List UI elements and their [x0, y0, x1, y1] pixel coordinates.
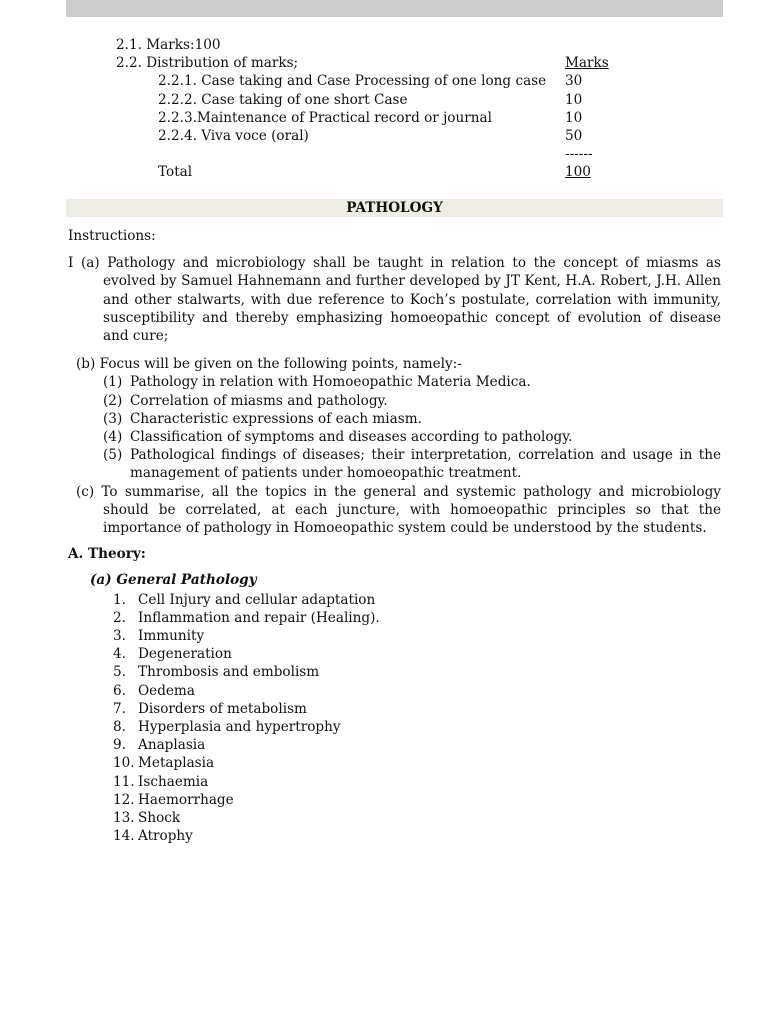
- topic-text: Disorders of metabolism: [138, 700, 307, 717]
- list-item: [68, 682, 721, 700]
- list-item: [68, 627, 721, 645]
- instructions-label: Instructions:: [68, 228, 156, 244]
- topic-number: 9.: [113, 737, 126, 754]
- list-item-number: (2): [103, 392, 123, 409]
- marks-row: [0, 72, 768, 90]
- total-marks-text: 2.1. Marks:100: [116, 37, 221, 53]
- theory-heading: A. Theory:: [68, 546, 146, 563]
- topic-text: Atrophy: [138, 828, 193, 845]
- marks-section: [0, 36, 768, 182]
- list-item-text: Pathological findings of diseases; their interpretation, correlation and usage in the management of patients under homoeopathic treatment.: [130, 447, 721, 482]
- topic-text: Metaplasia: [138, 755, 215, 772]
- list-item: [68, 663, 721, 681]
- list-item: [68, 809, 721, 827]
- topic-text: Immunity: [138, 628, 205, 645]
- topic-number: 12.: [113, 791, 135, 808]
- topic-text: Haemorrhage: [138, 791, 234, 808]
- list-item: [68, 609, 721, 627]
- list-item-number: (4): [103, 429, 123, 446]
- topic-text: Hyperplasia and hypertrophy: [138, 718, 341, 735]
- topic-number: 13.: [113, 809, 135, 826]
- total-value: 100: [565, 164, 591, 181]
- topic-number: 6.: [113, 682, 126, 699]
- section-title: PATHOLOGY: [66, 199, 723, 217]
- list-item: [68, 827, 721, 845]
- list-item: [68, 700, 721, 718]
- topic-text: Oedema: [138, 682, 195, 699]
- list-item: [68, 645, 721, 663]
- marks-row: [0, 127, 768, 145]
- list-item: [68, 754, 721, 772]
- general-pathology-topics: [68, 591, 721, 846]
- list-item: [68, 428, 721, 446]
- separator-row: [0, 145, 768, 163]
- list-item: [68, 773, 721, 791]
- general-pathology-heading: (a) General Pathology: [90, 572, 257, 589]
- list-item: [68, 718, 721, 736]
- focus-points-list: [68, 373, 721, 482]
- topic-number: 8.: [113, 718, 126, 735]
- list-item-text: Characteristic expressions of each miasm.: [130, 410, 422, 427]
- list-item: [68, 736, 721, 754]
- marks-row: [0, 109, 768, 127]
- topic-text: Shock: [138, 809, 181, 826]
- instruction-paragraph-b: (b) Focus will be given on the following points, namely:-: [76, 356, 462, 373]
- topic-number: 5.: [113, 664, 126, 681]
- marks-item-value: 30: [565, 73, 583, 90]
- list-item-text: Correlation of miasms and pathology.: [130, 392, 388, 409]
- marks-separator: ------: [565, 146, 593, 163]
- topic-number: 14.: [113, 828, 135, 845]
- topic-number: 10.: [113, 755, 135, 772]
- topic-number: 2.: [113, 609, 126, 626]
- topic-number: 4.: [113, 646, 126, 663]
- list-item: [68, 373, 721, 391]
- list-item-number: (3): [103, 410, 123, 427]
- list-item-text: Classification of symptoms and diseases according to pathology.: [130, 429, 573, 446]
- marks-item-label: 2.2.2. Case taking of one short Case: [158, 91, 408, 108]
- marks-item-label: 2.2.3.Maintenance of Practical record or journal: [158, 109, 492, 126]
- marks-item-value: 50: [565, 127, 583, 144]
- list-item: [68, 791, 721, 809]
- list-item: [68, 410, 721, 428]
- header-bar: [66, 0, 723, 17]
- topic-text: Ischaemia: [138, 773, 209, 790]
- topic-text: Cell Injury and cellular adaptation: [138, 591, 376, 608]
- list-item-text: Pathology in relation with Homoeopathic Materia Medica.: [130, 374, 531, 391]
- instruction-paragraph-c: (c) To summarise, all the topics in the general and systemic pathology and microbiology should be correlated, at each juncture, with homoeopathic principles so that the importance of pathology in Homoeopathic system could be understood by the students.: [76, 483, 721, 537]
- marks-item-value: 10: [565, 109, 583, 126]
- topic-number: 7.: [113, 700, 126, 717]
- topic-text: Inflammation and repair (Healing).: [138, 609, 380, 626]
- marks-column-header: Marks: [565, 55, 609, 72]
- list-item-number: (5): [103, 447, 123, 464]
- distribution-row: [0, 54, 768, 72]
- topic-number: 3.: [113, 628, 126, 645]
- marks-item-value: 10: [565, 91, 583, 108]
- distribution-label: 2.2. Distribution of marks;: [116, 55, 299, 72]
- instruction-paragraph-a: I (a) Pathology and microbiology shall be taught in relation to the concept of miasms as evolved by Samuel Hahnemann and further developed by JT Kent, H.A. Robert, J.H. Allen and other stalwarts, with due reference to Koch’s postulate, correlation with immunity, susceptibility and thereby emphasizing homoeopathic concept of evolution of disease and cure;: [68, 255, 721, 345]
- total-marks-row: [0, 36, 768, 54]
- topic-text: Anaplasia: [138, 737, 206, 754]
- list-item: [68, 392, 721, 410]
- topic-number: 11.: [113, 773, 135, 790]
- marks-row: [0, 91, 768, 109]
- marks-item-label: 2.2.4. Viva voce (oral): [158, 127, 309, 144]
- topic-number: 1.: [113, 591, 126, 608]
- list-item: [68, 446, 721, 482]
- topic-text: Degeneration: [138, 646, 232, 663]
- pathology-content: [68, 227, 721, 845]
- list-item-number: (1): [103, 374, 123, 391]
- marks-item-label: 2.2.1. Case taking and Case Processing of one long case: [158, 73, 547, 90]
- total-label: Total: [158, 164, 193, 181]
- total-row: [0, 163, 768, 181]
- list-item: [68, 591, 721, 609]
- topic-text: Thrombosis and embolism: [138, 664, 320, 681]
